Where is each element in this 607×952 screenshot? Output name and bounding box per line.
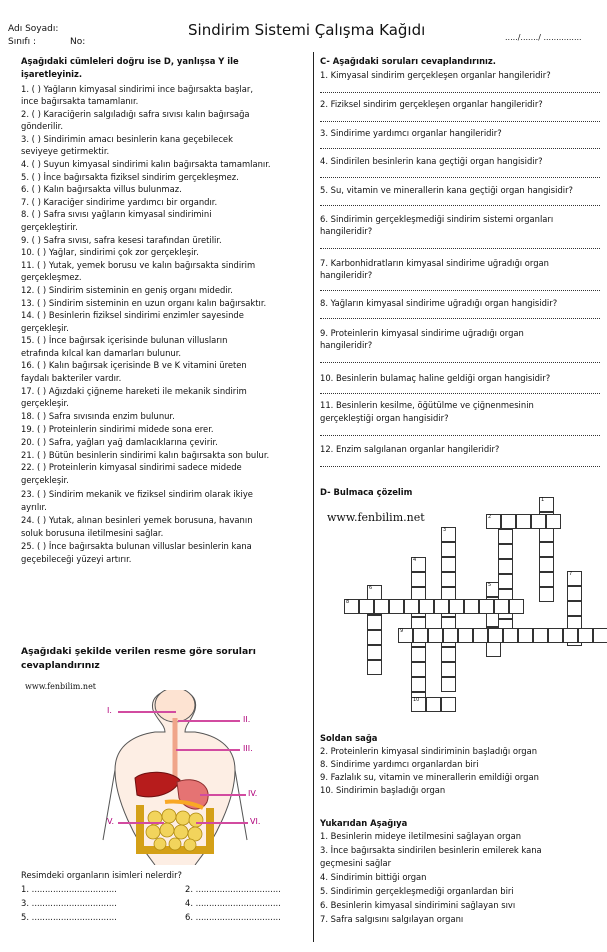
- crossword-cell-number: 2: [488, 514, 492, 520]
- crossword-cell[interactable]: [426, 697, 441, 712]
- crossword-cell[interactable]: [344, 599, 359, 614]
- true-false-line: 11. ( ) Yutak, yemek borusu ve kalın bağırsakta sindirim: [21, 260, 256, 270]
- crossword-cell[interactable]: [359, 599, 374, 614]
- column-divider: [313, 52, 314, 942]
- crossword-cell[interactable]: [441, 647, 456, 662]
- label-I: I.: [107, 706, 112, 715]
- arrow-IV: [200, 794, 246, 796]
- true-false-line: soluk borusuna iletilmesini sağlar.: [21, 528, 164, 538]
- crossword-cell[interactable]: [539, 587, 554, 602]
- crossword-cell[interactable]: [367, 645, 382, 660]
- true-false-line: etrafında kılcal kan damarları bulunur.: [21, 348, 182, 358]
- number-label: No:: [70, 37, 86, 47]
- answer-line[interactable]: [320, 393, 600, 394]
- true-false-line: 1. ( ) Yağların kimyasal sindirimi ince bağırsakta başlar,: [21, 84, 253, 94]
- crossword-cell[interactable]: [458, 628, 473, 643]
- true-false-line: 6. ( ) Kalın bağırsakta villus bulunmaz.: [21, 184, 182, 194]
- organ-answer-5[interactable]: 5. ................................: [21, 912, 117, 922]
- across-title: Soldan sağa: [320, 733, 378, 743]
- organ-answer-6[interactable]: 6. ................................: [185, 912, 281, 922]
- label-III: III.: [243, 744, 253, 753]
- true-false-line: seviyeye getirmektir.: [21, 146, 110, 156]
- true-false-line: 14. ( ) Besinlerin fiziksel sindirimi enzimler sayesinde: [21, 310, 244, 320]
- crossword-cell[interactable]: [411, 557, 426, 572]
- true-false-line: 10. ( ) Yağlar, sindirimi çok zor gerçekleşir.: [21, 247, 199, 257]
- short-answer-question: 11. Besinlerin kesilme, öğütülme ve çiğnenmesinin: [320, 400, 534, 410]
- true-false-line: 16. ( ) Kalın bağırsak içerisinde B ve K vitamini üreten: [21, 360, 247, 370]
- true-false-line: gerçekleşir.: [21, 475, 69, 485]
- short-answer-question: hangileridir?: [320, 340, 373, 350]
- answer-line[interactable]: [320, 318, 600, 319]
- page-title: Sindirim Sistemi Çalışma Kağıdı: [188, 21, 426, 39]
- crossword-cell[interactable]: [509, 599, 524, 614]
- down-title: Yukarıdan Aşağıya: [320, 818, 408, 828]
- crossword-cell-number: 5: [488, 582, 492, 588]
- true-false-line: 8. ( ) Safra sıvısı yağların kimyasal sindirimini: [21, 209, 212, 219]
- short-answer-question: hangileridir?: [320, 270, 373, 280]
- section-c-instruction: C- Aşağıdaki soruları cevaplandırınız.: [320, 56, 496, 66]
- down-clue: geçmesini sağlar: [320, 858, 392, 868]
- true-false-line: ayrılır.: [21, 502, 47, 512]
- crossword-cell[interactable]: [501, 514, 516, 529]
- true-false-line: 3. ( ) Sindirimin amacı besinlerin kana geçebilecek: [21, 134, 233, 144]
- crossword-cell[interactable]: [443, 628, 458, 643]
- crossword-cell[interactable]: [389, 599, 404, 614]
- crossword-cell[interactable]: [498, 529, 513, 544]
- across-clue: 2. Proteinlerin kimyasal sindiriminin başladığı organ: [320, 746, 538, 756]
- true-false-line: gerçekleşir.: [21, 323, 69, 333]
- answer-line[interactable]: [320, 248, 600, 249]
- crossword-cell-number: 7: [569, 571, 573, 577]
- crossword-cell[interactable]: [441, 527, 456, 542]
- true-false-line: 9. ( ) Safra sıvısı, safra kesesi tarafından üretilir.: [21, 235, 222, 245]
- short-answer-question: 9. Proteinlerin kimyasal sindirime uğradığı organ: [320, 328, 524, 338]
- short-answer-question: hangileridir?: [320, 226, 373, 236]
- down-clue: 6. Besinlerin kimyasal sindirimini sağlayan sıvı: [320, 900, 516, 910]
- down-clue: 1. Besinlerin mideye iletilmesini sağlayan organ: [320, 831, 522, 841]
- short-answer-question: 10. Besinlerin bulamaç haline geldiği organ hangisidir?: [320, 373, 551, 383]
- crossword-cell[interactable]: [419, 599, 434, 614]
- crossword-cell[interactable]: [563, 628, 578, 643]
- crossword-cell[interactable]: [593, 628, 607, 643]
- down-clue: 5. Sindirimin gerçekleşmediği organlardan biri: [320, 886, 514, 896]
- crossword-cell[interactable]: [488, 628, 503, 643]
- crossword-cell[interactable]: [516, 514, 531, 529]
- true-false-line: 5. ( ) İnce bağırsakta fiziksel sindirim gerçekleşmez.: [21, 172, 239, 182]
- crossword-cell[interactable]: [411, 662, 426, 677]
- crossword-cell[interactable]: [441, 677, 456, 692]
- true-false-line: 20. ( ) Safra, yağları yağ damlacıklarına çevirir.: [21, 437, 218, 447]
- answer-line[interactable]: [320, 466, 600, 467]
- crossword-cell[interactable]: [367, 615, 382, 630]
- true-false-line: gerçekleşmez.: [21, 272, 82, 282]
- site-watermark: www.fenbilim.net: [25, 682, 97, 691]
- crossword-cell[interactable]: [441, 662, 456, 677]
- crossword-cell[interactable]: [367, 660, 382, 675]
- arrow-III: [176, 749, 240, 751]
- true-false-line: geçebileceği yüzeyi artırır.: [21, 554, 132, 564]
- crossword-cell[interactable]: [548, 628, 563, 643]
- crossword-cell-number: 9: [400, 628, 404, 634]
- true-false-line: gerçekleşir.: [21, 398, 69, 408]
- organ-answer-1[interactable]: 1. ................................: [21, 884, 117, 894]
- arrow-II: [178, 720, 240, 722]
- true-false-line: 24. ( ) Yutak, alınan besinleri yemek borusuna, havanın: [21, 515, 253, 525]
- crossword-cell[interactable]: [539, 527, 554, 542]
- crossword-cell[interactable]: [539, 542, 554, 557]
- true-false-line: 13. ( ) Sindirim sisteminin en uzun organı kalın bağırsaktır.: [21, 298, 267, 308]
- organ-answer-2[interactable]: 2. ................................: [185, 884, 281, 894]
- crossword-cell[interactable]: [567, 601, 582, 616]
- short-answer-question: 4. Sindirilen besinlerin kana geçtiği organ hangisidir?: [320, 156, 543, 166]
- down-clue: 3. İnce bağırsakta sindirilen besinlerin emilerek kana: [320, 845, 542, 855]
- crossword-cell[interactable]: [539, 572, 554, 587]
- crossword-cell[interactable]: [486, 514, 501, 529]
- arrow-V: [118, 822, 164, 824]
- crossword-cell[interactable]: [441, 557, 456, 572]
- crossword-cell[interactable]: [404, 599, 419, 614]
- crossword-cell[interactable]: [398, 628, 413, 643]
- crossword-site: www.fenbilim.net: [327, 511, 425, 524]
- crossword-cell[interactable]: [539, 497, 554, 512]
- label-II: II.: [243, 715, 251, 724]
- true-false-line: 25. ( ) İnce bağırsakta bulunan villuslar besinlerin kana: [21, 541, 252, 551]
- true-false-line: 2. ( ) Karaciğerin salgıladığı safra sıvısı kalın bağırsağa: [21, 109, 250, 119]
- class-label: Sınıfı :: [8, 37, 36, 47]
- short-answer-question: 3. Sindirime yardımcı organlar hangileridir?: [320, 128, 502, 138]
- true-false-line: 12. ( ) Sindirim sisteminin en geniş organı midedir.: [21, 285, 233, 295]
- crossword-cell[interactable]: [367, 585, 382, 600]
- crossword-cell[interactable]: [449, 599, 464, 614]
- true-false-line: 17. ( ) Ağızdaki çiğneme hareketi ile mekanik sindirim: [21, 386, 247, 396]
- crossword-cell[interactable]: [494, 599, 509, 614]
- arrow-I: [118, 711, 176, 713]
- short-answer-question: gerçekleştiği organ hangisidir?: [320, 413, 449, 423]
- true-false-line: 4. ( ) Suyun kimyasal sindirimi kalın bağırsakta tamamlanır.: [21, 159, 271, 169]
- answer-line[interactable]: [320, 177, 600, 178]
- short-answer-question: 8. Yağların kimyasal sindirime uğradığı organ hangisidir?: [320, 298, 558, 308]
- true-false-line: gönderilir.: [21, 121, 63, 131]
- answer-line[interactable]: [320, 205, 600, 206]
- crossword-cell-number: 4: [413, 557, 417, 563]
- true-false-line: 23. ( ) Sindirim mekanik ve fiziksel sindirim olarak ikiye: [21, 489, 253, 499]
- true-false-line: 19. ( ) Proteinlerin sindirimi midede sona erer.: [21, 424, 214, 434]
- organ-answer-4[interactable]: 4. ................................: [185, 898, 281, 908]
- answer-line[interactable]: [320, 121, 600, 122]
- section-d-title: D- Bulmaca çözelim: [320, 487, 413, 497]
- true-false-line: 22. ( ) Proteinlerin kimyasal sindirimi sadece midede: [21, 462, 242, 472]
- true-false-line: gerçekleştirir.: [21, 222, 78, 232]
- crossword-cell[interactable]: [498, 544, 513, 559]
- crossword-cell[interactable]: [567, 571, 582, 586]
- across-clue: 10. Sindirimin başladığı organ: [320, 785, 446, 795]
- crossword-cell[interactable]: [531, 514, 546, 529]
- section-a-instruction: Aşağıdaki cümleleri doğru ise D, yanlışsa Y ile: [21, 56, 239, 66]
- label-IV: IV.: [248, 789, 258, 798]
- short-answer-question: 5. Su, vitamin ve minerallerin kana geçtiği organ hangisidir?: [320, 185, 573, 195]
- section-b-instruction: Aşağıdaki şekilde verilen resme göre soruları: [21, 646, 256, 657]
- crossword-cell[interactable]: [411, 647, 426, 662]
- true-false-line: 15. ( ) İnce bağırsak içerisinde bulunan villusların: [21, 335, 228, 345]
- true-false-line: faydalı bakteriler vardır.: [21, 373, 122, 383]
- crossword-cell-number: 3: [443, 527, 447, 533]
- crossword-cell[interactable]: [486, 642, 501, 657]
- crossword-cell-number: 8: [346, 599, 350, 605]
- answer-line[interactable]: [320, 148, 600, 149]
- crossword-cell[interactable]: [434, 599, 449, 614]
- crossword-cell[interactable]: [473, 628, 488, 643]
- crossword-cell[interactable]: [539, 557, 554, 572]
- across-clue: 8. Sindirime yardımcı organlardan biri: [320, 759, 479, 769]
- crossword-cell[interactable]: [441, 572, 456, 587]
- true-false-line: 7. ( ) Karaciğer sindirime yardımcı bir organdır.: [21, 197, 218, 207]
- crossword-cell[interactable]: [518, 628, 533, 643]
- organ-question: Resimdeki organların isimleri nelerdir?: [21, 870, 182, 880]
- crossword-cell[interactable]: [578, 628, 593, 643]
- crossword-cell-number: 6: [369, 585, 373, 591]
- crossword-cell-number: 10: [413, 697, 420, 703]
- short-answer-question: 6. Sindirimin gerçekleşmediği sindirim sistemi organları: [320, 214, 554, 224]
- crossword-cell[interactable]: [411, 697, 426, 712]
- crossword-cell[interactable]: [441, 542, 456, 557]
- crossword-cell[interactable]: [464, 599, 479, 614]
- organ-answer-3[interactable]: 3. ................................: [21, 898, 117, 908]
- down-clue: 7. Safra salgısını salgılayan organı: [320, 914, 464, 924]
- digestive-system-illustration: [95, 690, 295, 865]
- true-false-line: ince bağırsakta tamamlanır.: [21, 96, 139, 106]
- name-label: Adı Soyadı:: [8, 24, 59, 34]
- answer-line[interactable]: [320, 92, 600, 93]
- crossword-cell[interactable]: [479, 599, 494, 614]
- answer-line[interactable]: [320, 290, 600, 291]
- crossword-cell[interactable]: [546, 514, 561, 529]
- arrow-VI: [196, 822, 248, 824]
- crossword-cell[interactable]: [498, 574, 513, 589]
- crossword-cell[interactable]: [413, 628, 428, 643]
- crossword-cell[interactable]: [533, 628, 548, 643]
- section-b-instruction-2: cevaplandırınız: [21, 660, 100, 671]
- crossword-cell[interactable]: [367, 630, 382, 645]
- short-answer-question: 12. Enzim salgılanan organlar hangileridir?: [320, 444, 500, 454]
- section-a-instruction-2: işaretleyiniz.: [21, 69, 83, 79]
- crossword-cell[interactable]: [441, 697, 456, 712]
- crossword-cell[interactable]: [411, 572, 426, 587]
- true-false-line: 18. ( ) Safra sıvısında enzim bulunur.: [21, 411, 175, 421]
- answer-line[interactable]: [320, 362, 600, 363]
- crossword-cell[interactable]: [428, 628, 443, 643]
- crossword-cell[interactable]: [411, 677, 426, 692]
- across-clue: 9. Fazlalık su, vitamin ve minerallerin emildiği organ: [320, 772, 539, 782]
- label-VI: VI.: [250, 817, 261, 826]
- short-answer-question: 2. Fiziksel sindirim gerçekleşen organlar hangileridir?: [320, 99, 543, 109]
- crossword-cell[interactable]: [503, 628, 518, 643]
- date-field[interactable]: ...../......./ ...............: [505, 33, 582, 42]
- crossword-cell[interactable]: [498, 559, 513, 574]
- down-clue: 4. Sindirimin bittiği organ: [320, 872, 427, 882]
- crossword-cell[interactable]: [567, 586, 582, 601]
- answer-line[interactable]: [320, 435, 600, 436]
- short-answer-question: 7. Karbonhidratların kimyasal sindirime uğradığı organ: [320, 258, 549, 268]
- true-false-line: 21. ( ) Bütün besinlerin sindirimi kalın bağırsakta son bulur.: [21, 450, 270, 460]
- short-answer-question: 1. Kimyasal sindirim gerçekleşen organlar hangileridir?: [320, 70, 551, 80]
- label-V: V.: [107, 817, 114, 826]
- crossword-cell[interactable]: [374, 599, 389, 614]
- crossword-cell-number: 1: [541, 497, 545, 503]
